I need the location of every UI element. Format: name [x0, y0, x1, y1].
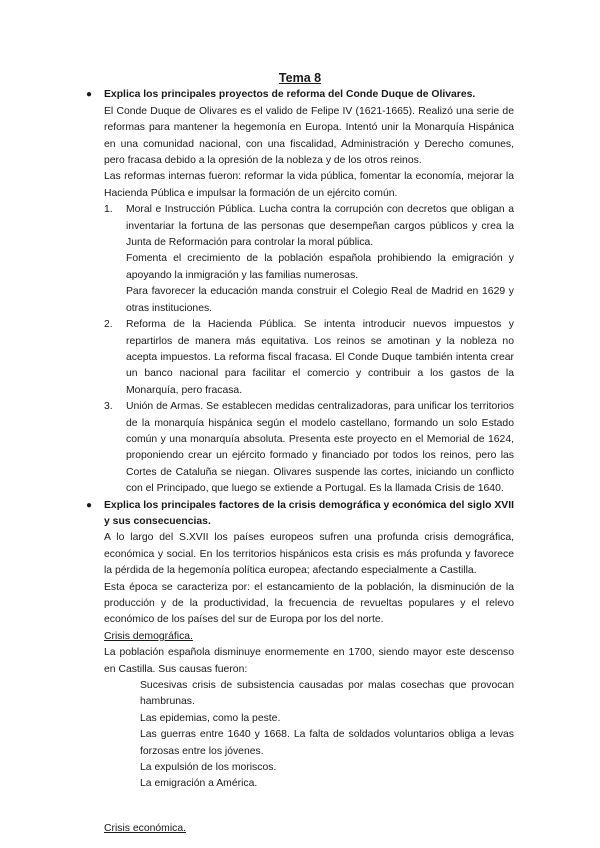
section-crisis	[86, 498, 514, 838]
causes-list	[104, 678, 514, 793]
paragraph: Las reformas internas fueron: reformar la vida pública, fomentar la economía, mejorar la Hacienda Pública e impulsar la formación de un ejército común.	[104, 171, 514, 199]
cause-item: La emigración a América.	[140, 778, 258, 790]
paragraph: El Conde Duque de Olivares es el valido de Felipe IV (1621-1665). Realizó una serie de reformas para mantener la hegemonía en Europa. Intentó unir la Monarquía Hispánica en una comunidad nacional, con una fiscalidad, Administración y Derecho comunes, pero fracasa debido a la opresión de la nobleza y de los otros reinos.	[104, 105, 514, 167]
bullet-icon: ●	[86, 499, 93, 511]
paragraph: Moral e Instrucción Pública. Lucha contra la corrupción con decretos que obligan a inventariar la fortuna de las personas que desempeñan cargos públicos y crea la Junta de Reformación para controlar la moral pública.	[126, 204, 514, 249]
paragraph: La población española disminuye enormemente en 1700, siendo mayor este descenso en Castilla. Sus causas fueron:	[104, 647, 514, 675]
cause-item: Sucesivas crisis de subsistencia causadas por malas cosechas que provocan hambrunas.	[140, 680, 514, 708]
list-item	[104, 202, 514, 317]
subheading-economic: Crisis económica.	[104, 822, 186, 834]
list-number: 2.	[104, 319, 113, 331]
paragraph: Esta época se caracteriza por: el estancamiento de la población, la disminución de la producción y de la productividad, la frecuencia de revueltas populares y el relevo económico de los países del sur de Europa por los del norte.	[104, 581, 514, 626]
numbered-list	[104, 202, 514, 497]
list-item	[104, 317, 514, 399]
list-item	[104, 399, 514, 497]
cause-item: Las guerras entre 1640 y 1668. La falta de soldados voluntarios obliga a levas forzosas entre los jóvenes.	[140, 729, 514, 757]
paragraph: Para favorecer la educación manda construir el Colegio Real de Madrid en 1629 y otras instituciones.	[126, 286, 514, 314]
paragraph: A lo largo del S.XVII los países europeos sufren una profunda crisis demográfica, económica y social. En los territorios hispánicos esta crisis es más profunda y favorece la pérdida de la hegemonía política europea; afectando especialmente a Castilla.	[104, 532, 514, 577]
bullet-icon: ●	[86, 89, 93, 101]
cause-item: La expulsión de los moriscos.	[140, 762, 277, 774]
page-title: Tema 8	[278, 71, 322, 85]
section-question: Explica los principales factores de la crisis demográfica y económica del siglo XVII y sus consecuencias.	[104, 499, 515, 527]
section-olivares	[86, 87, 514, 497]
list-number: 1.	[104, 204, 113, 216]
paragraph: Fomenta el crecimiento de la población española prohibiendo la emigración y apoyando la inmigración y las familias numerosas.	[126, 253, 514, 281]
paragraph: Reforma de la Hacienda Pública. Se intenta introducir nuevos impuestos y repartirlos de manera más equitativa. Los reinos se amotinan y la nobleza no acepta impuestos. La reforma fiscal fracasa. El Conde Duque también intenta crear un banco nacional para facilitar el comercio y contribuir a los gastos de la Monarquía, pero fracasa.	[126, 319, 514, 396]
cause-item: Las epidemias, como la peste.	[140, 712, 281, 724]
section-question: Explica los principales proyectos de reforma del Conde Duque de Olivares.	[104, 89, 476, 101]
list-number: 3.	[104, 401, 113, 413]
paragraph: Unión de Armas. Se establecen medidas centralizadoras, para unificar los territorios de la monarquía hispánica según el modelo castellano, formando un solo Estado común y una monarquía absoluta. Presenta este proyecto en el Memorial de 1624, proponiendo crear un ejército formado y financiado por todos los reinos, pero las Cortes de Cataluña se niegan. Olivares suspende las cortes, iniciando un conflicto con el Principado, que luego se extiende a Portugal. Es la llamada Crisis de 1640.	[126, 401, 514, 495]
subheading-demographic: Crisis demográfica.	[104, 630, 193, 642]
